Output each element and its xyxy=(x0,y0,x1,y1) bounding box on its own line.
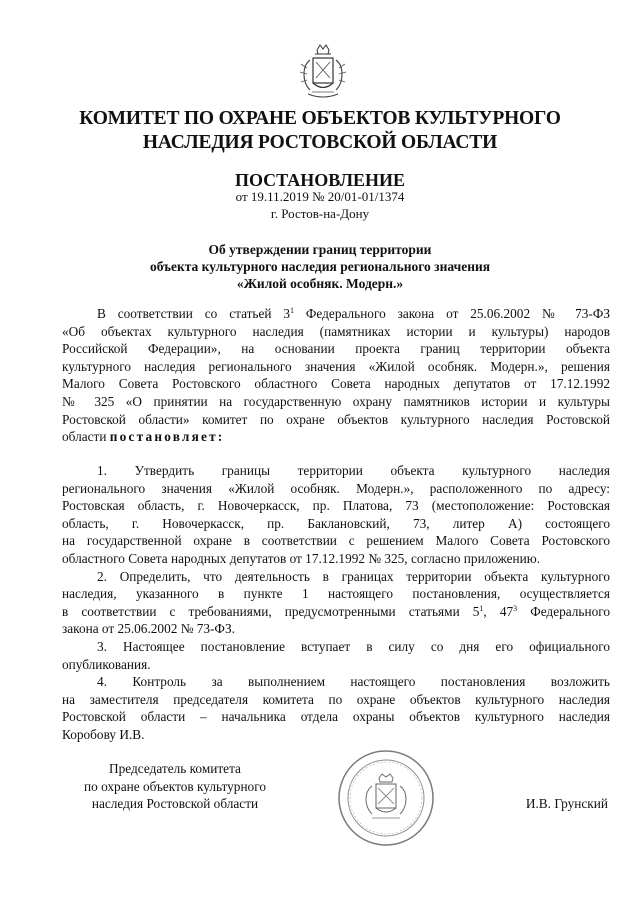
decree-items xyxy=(62,462,610,744)
item-1-line: область, г. Новочеркасск, пр. Баклановский, 73, литер А) состоящего xyxy=(62,515,610,531)
document-place: г. Ростов-на-Дону xyxy=(270,206,370,221)
superscript: 3 xyxy=(513,603,518,613)
document-subject xyxy=(40,241,600,292)
decree-keyword: постановляет: xyxy=(109,429,225,445)
preamble-text: области xyxy=(62,429,110,445)
document-title: ПОСТАНОВЛЕНИЕ xyxy=(234,170,406,190)
preamble-line: «Об объектах культурного наследия (памятниках истории и культуры) народов xyxy=(62,323,610,339)
item-3-line: 3. Настоящее постановление вступает в силу со дня его официального xyxy=(97,638,610,654)
superscript: 1 xyxy=(290,306,295,315)
signer-title-line: наследия Ростовской области xyxy=(91,796,259,811)
item-1-line: 1. Утвердить границы территории объекта культурного наследия xyxy=(97,463,610,478)
item-1-line: на государственной охране в соответствии с решением Малого Совета Ростовского xyxy=(62,533,610,549)
signer-title-line: по охране объектов культурного xyxy=(84,778,266,794)
superscript: 1 xyxy=(479,603,484,613)
document-date-number: от 19.11.2019 № 20/01-01/1374 xyxy=(235,189,405,204)
item-4-line: Ростовской области – начальника отдела охраны объектов культурного наследия xyxy=(62,709,610,725)
committee-line: НАСЛЕДИЯ РОСТОВСКОЙ ОБЛАСТИ xyxy=(142,132,498,153)
signer-name: И.В. Грунский xyxy=(525,796,608,811)
preamble-line: № 325 «О принятии на государственную охрану памятников истории и культуры xyxy=(62,393,610,409)
item-text: Федерального xyxy=(517,603,610,619)
item-2-line: 2. Определить, что деятельность в границах территории объекта культурного xyxy=(97,568,610,584)
subject-line: объекта культурного наследия регионального значения xyxy=(149,259,491,274)
preamble-text: В соответствии со статьей 3 xyxy=(97,306,291,321)
signer-title-line: Председатель комитета xyxy=(109,761,241,776)
preamble-line xyxy=(62,428,610,446)
item-text: , 47 xyxy=(483,603,514,619)
item-2-line: закона от 25.06.2002 № 73-ФЗ. xyxy=(62,621,235,637)
item-2-line: наследия, указанного в пункте 1 настоящего постановления, осуществляется xyxy=(62,586,610,602)
official-seal-icon xyxy=(336,748,436,848)
document-info xyxy=(40,188,600,222)
preamble-line: Малого Совета Ростовского областного Совета народных депутатов от 17.12.1992 xyxy=(62,376,610,392)
preamble-text: Федерального закона от 25.06.2002 № 73-ФЗ xyxy=(294,306,610,321)
rostov-region-coat-of-arms-icon xyxy=(298,38,348,100)
item-4-line: Коробову И.В. xyxy=(62,726,145,742)
item-2-line xyxy=(62,603,610,621)
committee-line: КОМИТЕТ ПО ОХРАНЕ ОБЪЕКТОВ КУЛЬТУРНОГО xyxy=(79,108,561,129)
preamble-line: Ростовской области» комитет по охране объектов культурного наследия Ростовской xyxy=(62,411,610,427)
preamble-line: Российской Федерации», на основании проекта границ территории объекта xyxy=(62,341,610,357)
item-1-line: областного Совета народных депутатов от 17.12.1992 № 325, согласно приложению. xyxy=(62,550,541,566)
committee-name xyxy=(40,107,600,155)
item-4-line: 4. Контроль за выполнением настоящего постановления возложить xyxy=(97,674,610,690)
preamble-paragraph xyxy=(62,305,610,446)
subject-line: «Жилой особняк. Модерн.» xyxy=(236,276,404,291)
signer-title xyxy=(50,760,300,813)
item-1-line: Ростовская область, г. Новочеркасск, пр. Платова, 73 (местоположение: Ростовская xyxy=(62,498,610,514)
item-4-line: на заместителя председателя комитета по охране объектов культурного наследия xyxy=(62,691,610,707)
item-text: в соответствии с требованиями, предусмотренными статьями 5 xyxy=(62,603,480,619)
item-1-line: регионального значения «Жилой особняк. Модерн.», расположенного по адресу: xyxy=(62,480,610,496)
preamble-line: культурного наследия регионального значения «Жилой особняк. Модерн.», решения xyxy=(62,358,610,374)
preamble-line xyxy=(62,305,610,323)
subject-line: Об утверждении границ территории xyxy=(208,242,432,257)
item-3-line: опубликования. xyxy=(62,656,151,672)
